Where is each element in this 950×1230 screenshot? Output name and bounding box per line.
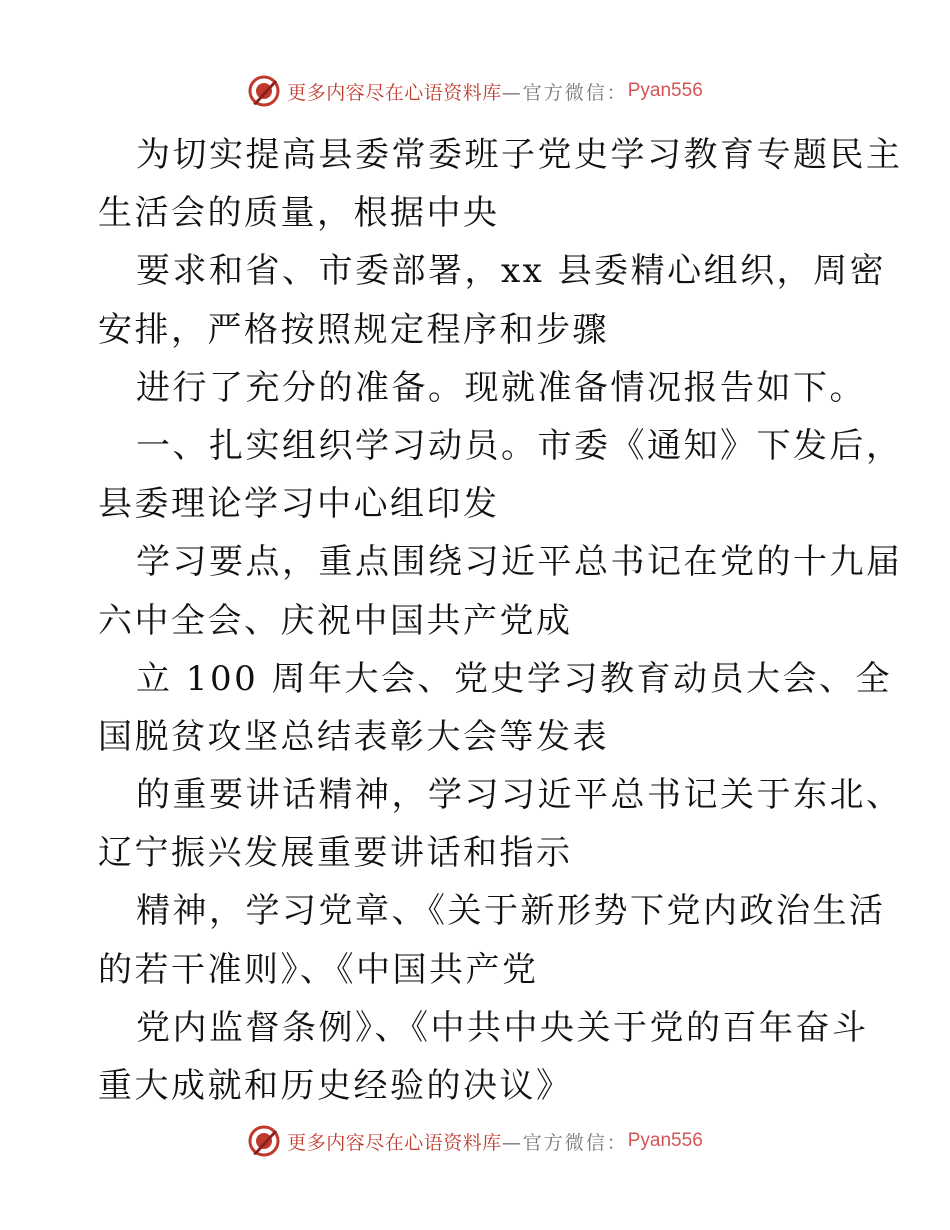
- header-watermark: [0, 74, 950, 108]
- text-line: 六中全会、庆祝中国共产党成: [98, 600, 573, 641]
- text-line: 进行了充分的准备。现就准备情况报告如下。: [136, 367, 866, 408]
- text-line: 为切实提高县委常委班子党史学习教育专题民主: [136, 135, 903, 175]
- text-line: 精神，学习党章、《关于新形势下党内政治生活: [136, 891, 886, 932]
- quill-seal-icon: [247, 74, 281, 108]
- text-line: 一、扎实组织学习动员。市委《通知》下发后，: [136, 425, 903, 466]
- text-line: 安排，严格按照规定程序和步骤: [98, 309, 609, 350]
- watermark-official-label: —官方微信：: [501, 81, 628, 104]
- watermark-wechat-id: Pyan556: [627, 1130, 703, 1151]
- text-line: 生活会的质量，根据中央: [98, 193, 500, 234]
- watermark-site-text: 更多内容尽在心语资料库: [287, 1131, 502, 1154]
- text-line: 党内监督条例》、《中共中央关于党的百年奋斗: [136, 1007, 869, 1048]
- text-line: 重大成就和历史经验的决议》: [98, 1066, 573, 1106]
- text-line: 学习要点，重点围绕习近平总书记在党的十九届: [136, 542, 903, 583]
- text-line: 的重要讲话精神，学习习近平总书记关于东北、: [136, 775, 903, 816]
- footer-watermark: [0, 1124, 950, 1158]
- text-line: 立 100 周年大会、党史学习教育动员大会、全: [136, 658, 893, 699]
- watermark-wechat-id: Pyan556: [627, 80, 703, 101]
- text-line: 国脱贫攻坚总结表彰大会等发表: [98, 716, 609, 757]
- text-line: 的若干准则》、《中国共产党: [98, 949, 539, 990]
- text-line: 要求和省、市委部署，xx 县委精心组织，周密: [136, 251, 887, 292]
- document-body: [98, 126, 903, 1115]
- watermark-site-text: 更多内容尽在心语资料库: [287, 81, 502, 104]
- quill-seal-icon: [247, 1124, 281, 1158]
- text-line: 县委理论学习中心组印发: [98, 484, 500, 525]
- text-line: 辽宁振兴发展重要讲话和指示: [98, 833, 573, 874]
- watermark-official-label: —官方微信：: [501, 1131, 628, 1154]
